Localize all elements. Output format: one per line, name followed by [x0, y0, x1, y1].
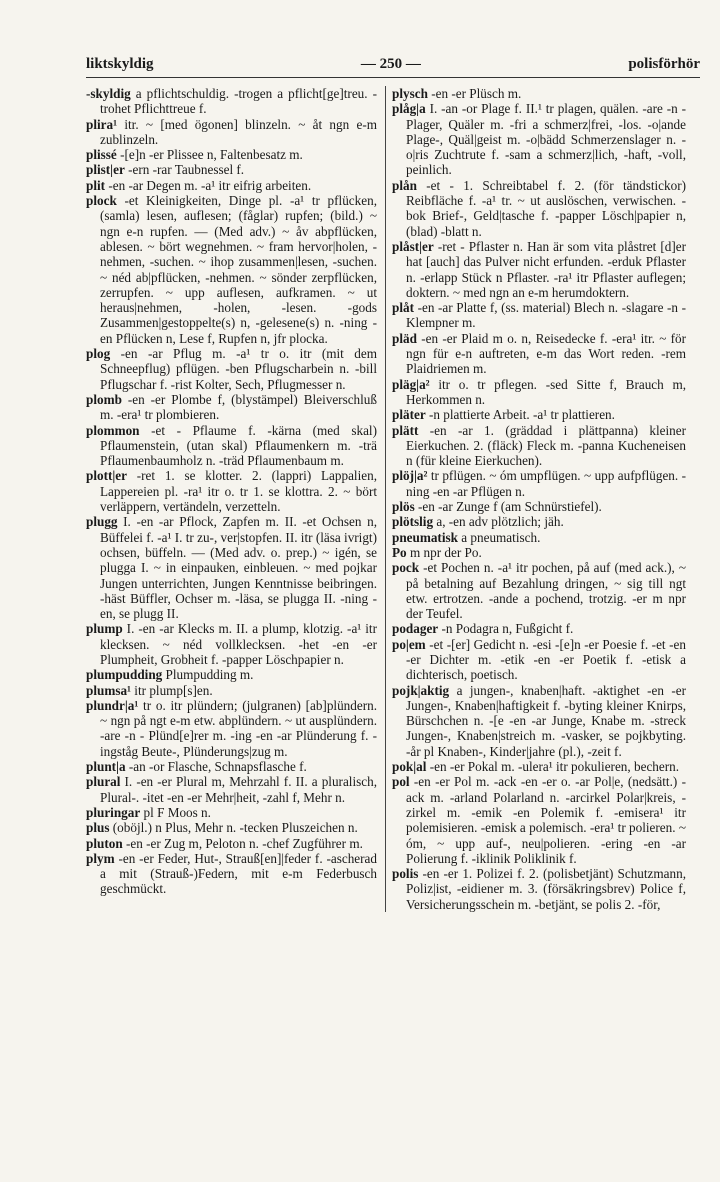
entry-headword: pläd: [392, 330, 417, 346]
entry-headword: plundr|a¹: [86, 697, 139, 713]
dictionary-entry: pok|al -en -er Pokal m. -ulera¹ itr pokulieren, bechern.: [392, 759, 680, 775]
entry-headword: polis: [392, 866, 419, 882]
entry-headword: plån: [392, 177, 417, 193]
entry-headword: plätt: [392, 422, 419, 438]
dictionary-entry: plåt -en -ar Platte f, (ss. material) Blech n. -slagare -n - Klempner m.: [392, 300, 686, 331]
entry-headword: plit: [86, 177, 106, 193]
dictionary-entry: plommon -et - Pflaume f. -kärna (med skal) Pflaumenstein, (utan skal) Pflaumenkern m. -trä Pflaumenbaumholz n. -träd Pflaumenbaum m.: [86, 422, 377, 469]
entry-headword: Po: [392, 544, 407, 560]
entry-headword: pock: [392, 560, 420, 576]
entry-headword: pläter: [392, 407, 426, 423]
dictionary-entry: pneumatisk a pneumatisch.: [392, 529, 541, 545]
entry-headword: plym: [86, 850, 115, 866]
dictionary-entry: podager -n Podagra n, Fußgicht f.: [392, 621, 574, 637]
dictionary-entry: plumpudding Plumpudding m.: [86, 667, 254, 683]
dictionary-entry: plira¹ itr. ~ [med ögonen] blinzeln. ~ åt ngn e-m zublinzeln.: [86, 116, 377, 147]
entry-headword: plumpudding: [86, 667, 163, 683]
dictionary-entry: plog -en -ar Pflug m. -a¹ tr o. itr (mit dem Schneepflug) pflügen. -ben Pflugscharbein n. -bill Pflugschar f. -rist Kolter, Sech, Pflugmesser n.: [86, 346, 377, 392]
dictionary-entry: pläd -en -er Plaid m o. n, Reisedecke f. -era¹ itr. ~ för ngn für e-n auftreten, e-m das Wort reden. -rem Plaidriemen m.: [392, 330, 686, 377]
entry-headword: plötslig: [392, 514, 434, 530]
dictionary-entry: pol -en -er Pol m. -ack -en -er o. -ar Pol|e, (nedsätt.) -ack m. -arland Polarland n. -arcirkel Polar|kreis, -zirkel m. -emik -en Polemik f. -emisera¹ itr polemisieren. -emisk a polemisch. -era¹ tr polieren. ~ óm, ~ upp auf-, neu|polieren. -ering -en -ar Polierung f. -iklinik Poliklinik f.: [392, 774, 686, 866]
entry-headword: plus: [86, 820, 110, 836]
entry-headword: -skyldig: [86, 86, 131, 101]
entry-headword: pluton: [86, 835, 123, 851]
dictionary-entry: plott|er -ret 1. se klotter. 2. (lappri) Lappalien, Lappereien pl. -ra¹ itr o. tr 1. se klottra. 2. ~ bört verläppern, vertändeln, verzetteln.: [86, 468, 377, 515]
entry-headword: plural: [86, 774, 121, 790]
dictionary-entry: plit -en -ar Degen m. -a¹ itr eifrig arbeiten.: [86, 177, 312, 193]
dictionary-entry: plysch -en -er Plüsch m.: [392, 86, 522, 101]
dictionary-entry: plissé -[e]n -er Plissee n, Faltenbesatz m.: [86, 147, 303, 163]
entry-headword: po|em: [392, 636, 426, 652]
page-number: — 250 —: [360, 56, 421, 72]
dictionary-entry: plös -en -ar Zunge f (am Schnürstiefel).: [392, 499, 602, 515]
entry-headword: plysch: [392, 86, 428, 101]
dictionary-entry: pläter -n plattierte Arbeit. -a¹ tr plattieren.: [392, 407, 615, 423]
entry-headword: plott|er: [86, 468, 127, 484]
entry-headword: podager: [392, 621, 439, 637]
dictionary-entry: plötslig a, -en adv plötzlich; jäh.: [392, 514, 564, 530]
entry-headword: plåst|er: [392, 238, 434, 254]
columns: [86, 86, 700, 912]
entry-headword: plist|er: [86, 162, 125, 178]
dictionary-entry: plåg|a I. -an -or Plage f. II.¹ tr plagen, quälen. -are -n - Plager, Quäler m. -fri a schmerz|frei, -los. -o|ande Plage-, Quäl|geist m. -o|bädd Schmerzenslager n. -o|ris Zuchtrute f. -sam a schmerz|lich, -haft, -voll, peinlich.: [392, 101, 686, 178]
left-column: [86, 86, 386, 912]
dictionary-entry: plugg I. -en -ar Pflock, Zapfen m. II. -et Ochsen n, Büffelei f. -a¹ I. tr zu-, ver|stopfen. II. itr (läsa ivrigt) ochsen, büffeln. — (Med adv. o. prep.) ~ igén, se plugga I. ~ in einpauken, einbleuen. ~ med pojkar Jungen unterrichten, Jungen Kenntnisse beibringen. -häst Büffler, Ochser m. -läsa, se plugga II. -ning -en, se plugg II.: [86, 514, 377, 622]
dictionary-entry: plunt|a -an -or Flasche, Schnapsflasche f.: [86, 759, 307, 775]
entry-headword: plock: [86, 193, 117, 209]
entry-headword: plåg|a: [392, 101, 426, 117]
dictionary-entry: plån -et - 1. Schreibtabel f. 2. (för tändstickor) Reibfläche f. -a¹ tr. ~ ut auslöschen, verwischen. -bok Brief-, Geld|tasche f. -papper Lösch|papier n, (blad) -blatt n.: [392, 177, 686, 239]
dictionary-entry: plåst|er -ret - Pflaster n. Han är som vita plåstret [d]er hat [auch] das Pulver nicht erfunden. -erduk Pflaster n. -erlapp Stück n Pflaster. -ra¹ itr Pflaster auflegen; doktern. ~ med ngn an e-m herumdoktern.: [392, 238, 686, 300]
entry-headword: plommon: [86, 422, 140, 438]
dictionary-entry: pluton -en -er Zug m, Peloton n. -chef Zugführer m.: [86, 835, 363, 851]
entry-headword: plunt|a: [86, 759, 126, 775]
entry-headword: pok|al: [392, 759, 427, 775]
entry-headword: plira¹: [86, 116, 118, 132]
entry-headword: plugg: [86, 514, 118, 530]
dictionary-entry: plomb -en -er Plombe f, (blystämpel) Bleiverschluß m. -era¹ tr plombieren.: [86, 391, 377, 423]
dictionary-entry: plundr|a¹ tr o. itr plündern; (julgranen) [ab]plündern. ~ ngn på ngt e-m etw. abplündern. ~ ut ausplündern. -are -n - Plünd[e]rer m. -ing -en -ar Plünderung f. -ingståg Beute-, Plünderungs|zug m.: [86, 697, 377, 759]
dictionary-entry: po|em -et -[er] Gedicht n. -esi -[e]n -er Poesie f. -et -en -er Dichter m. -etik -en -er Poetik f. -etisk a dichterisch, poetisch.: [392, 636, 686, 683]
entry-headword: pluringar: [86, 804, 141, 820]
page-header: [86, 56, 700, 78]
entry-headword: plåt: [392, 300, 414, 316]
entry-headword: plump: [86, 621, 123, 637]
dictionary-entry: Po m npr der Po.: [392, 544, 482, 560]
entry-headword: plös: [392, 499, 415, 515]
entry-headword: plumsa¹: [86, 682, 131, 698]
dictionary-entry: pläg|a² itr o. tr pflegen. -sed Sitte f, Brauch m, Herkommen n.: [392, 376, 686, 407]
right-column: [386, 86, 686, 912]
header-right-word: polisförhör: [628, 56, 700, 72]
entry-headword: plog: [86, 346, 111, 362]
dictionary-entry: plöj|a² tr pflügen. ~ óm umpflügen. ~ upp aufpflügen. -ning -en -ar Pflügen n.: [392, 468, 686, 499]
dictionary-entry: plus (oböjl.) n Plus, Mehr n. -tecken Pluszeichen n.: [86, 820, 358, 836]
entry-headword: pneumatisk: [392, 529, 458, 545]
dictionary-entry: plump I. -en -ar Klecks m. II. a plump, klotzig. -a¹ itr klecksen. ~ néd vollklecksen. -het -en -er Plumpheit, Grobheit f. -papper Löschpapier n.: [86, 621, 377, 667]
dictionary-entry: plural I. -en -er Plural m, Mehrzahl f. II. a pluralisch, Plural-. -itet -en -er Mehr|heit, -zahl f, Mehr n.: [86, 774, 377, 805]
dictionary-entry: plym -en -er Feder, Hut-, Strauß[en]|feder f. -ascherad a mit (Strauß-)Federn, mit e-m Federbusch geschmückt.: [86, 850, 377, 897]
entry-headword: pojk|aktig: [392, 682, 450, 698]
dictionary-entry: pock -et Pochen n. -a¹ itr pochen, på auf (med ack.), ~ på betalning auf Bezahlung dringen, ~ sig till ngt etw. ertrotzen. -ande a pochend, trotzig. -er m npr der Teufel.: [392, 560, 686, 622]
entry-headword: plomb: [86, 391, 122, 407]
dictionary-entry: plumsa¹ itr plump[s]en.: [86, 682, 213, 698]
dictionary-entry: plock -et Kleinigkeiten, Dinge pl. -a¹ tr pflücken, (samla) lesen, auflesen; (fåglar) rupfen; (bild.) ~ ngn e-n rupfen. — (Med adv.) ~ åv abpflücken, ablesen. ~ bört wegnehmen. ~ fram hervor|holen, -nehmen, -suchen. ~ ihop zusammen|lesen, -suchen. ~ néd ab|pflücken, -nehmen. ~ sönder zerpflücken, zerrupfen. ~ upp auflesen, aufkramen. ~ ut heraus|nehmen, -holen, -lesen. -gods Zusammen|gestoppelte(s) n, -gelesene(s) n. -ning -en Pflücken n, Lese f, Rupfen n, jfr plocka.: [86, 193, 377, 346]
dictionary-entry: plist|er -ern -rar Taubnessel f.: [86, 162, 245, 178]
dictionary-entry: pojk|aktig a jungen-, knaben|haft. -aktighet -en -er Jungen-, Knaben|haftigkeit f. -byting kleiner Knirps, Bürschchen n. -[e -en -ar Junge, Knabe m. -streck Jungen-, Knaben|streich m. -vasker, se pojkbyting. -år pl Knaben-, Kinder|jahre (pl.), -zeit f.: [392, 682, 686, 759]
entry-headword: pläg|a²: [392, 376, 430, 392]
dictionary-entry: polis -en -er 1. Polizei f. 2. (polisbetjänt) Schutzmann, Poliz|ist, -eidiener m. 3. (försäkringsbrev) Police f, Versicherungsschein m. -betjänt, se polis 2. -för,: [392, 866, 686, 912]
entry-headword: plissé: [86, 147, 117, 163]
entry-headword: pol: [392, 774, 410, 790]
dictionary-entry: plätt -en -ar 1. (gräddad i plättpanna) kleiner Eierkuchen. 2. (fläck) Fleck m. -panna Kucheneisen n (für kleine Eierkuchen).: [392, 422, 686, 469]
header-left-word: liktskyldig: [86, 56, 154, 72]
dictionary-entry: pluringar pl F Moos n.: [86, 804, 211, 820]
entry-headword: plöj|a²: [392, 468, 428, 484]
dictionary-entry: -skyldig a pflichtschuldig. -trogen a pflicht[ge]treu. -trohet Pflichttreue f.: [86, 86, 377, 117]
